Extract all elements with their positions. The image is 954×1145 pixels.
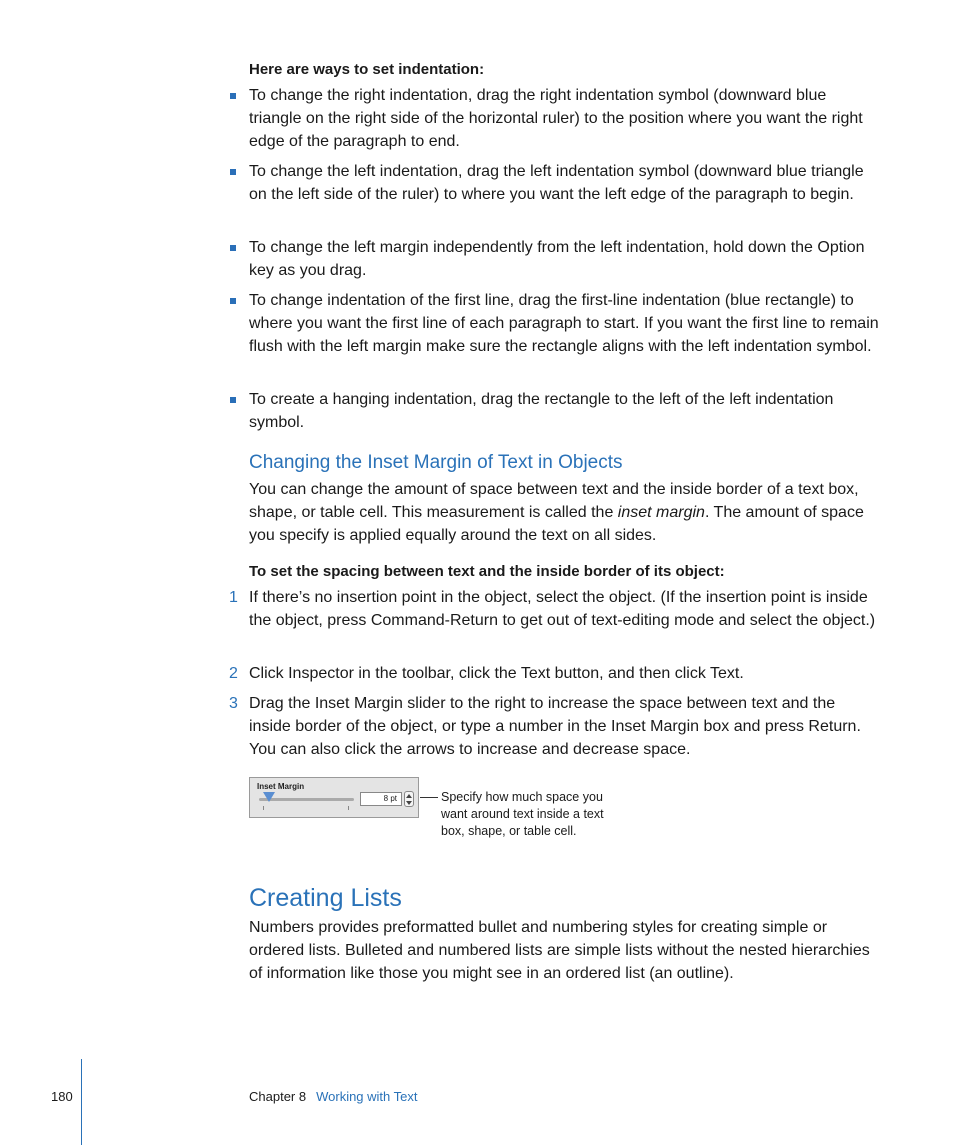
inset-margin-value-field: 8 pt (360, 792, 402, 806)
inset-margin-stepper (404, 791, 414, 807)
bullet-item (249, 84, 879, 153)
bullet-text: To create a hanging indentation, drag the rectangle to the left of the left indentation symbol. (249, 391, 834, 431)
section-paragraph (249, 478, 879, 547)
stepper-down-arrow-icon (406, 801, 412, 805)
step-text: If there’s no insertion point in the object, select the object. (If the insertion point is inside the object, press Command-Return to get out of text-editing mode and select the object.) (249, 589, 876, 629)
page-number: 180 (51, 1089, 73, 1104)
bullet-marker (230, 298, 236, 304)
inset-margin-label: Inset Margin (257, 782, 305, 791)
step-number: 3 (229, 695, 238, 712)
stepper-up-arrow-icon (406, 794, 412, 798)
bullet-marker (230, 169, 236, 175)
bullet-text: To change the left indentation, drag the left indentation symbol (downward blue triangle on the left side of the ruler) to where you want the left edge of the paragraph to begin. (249, 163, 864, 203)
creating-lists-heading: Creating Lists (249, 884, 402, 912)
step-text: Drag the Inset Margin slider to the right to increase the space between text and the inside border of the object, or type a number in the Inset Margin box and press Return. You can also click the arrows to increase and decrease space. (249, 695, 861, 758)
procedure-heading: To set the spacing between text and the inside border of its object: (249, 563, 725, 580)
bullet-item (249, 160, 879, 206)
slider-tick (263, 806, 264, 810)
bullet-marker (230, 397, 236, 403)
footer-rule (81, 1059, 82, 1145)
slider-tick (348, 806, 349, 810)
bullet-text: To change the right indentation, drag the right indentation symbol (downward blue triangle on the right side of the horizontal ruler) to the position where you want the right edge of the paragraph to end. (249, 87, 863, 150)
step-number: 2 (229, 665, 238, 682)
bullet-item (249, 289, 879, 358)
para-text-2: . The amount of space you specify is applied equally around the text on all sides. (249, 504, 864, 544)
step-item (229, 586, 879, 632)
inset-margin-slider-thumb (263, 792, 275, 802)
section-heading: Changing the Inset Margin of Text in Objects (249, 452, 623, 473)
para-text-1: You can change the amount of space between text and the inside border of a text box, shape, or table cell. This measurement is called the (249, 481, 859, 521)
bullet-marker (230, 93, 236, 99)
bullet-text: To change indentation of the first line, drag the first-line indentation (blue rectangle) to where you want the first line of each paragraph to start. If you want the first line to remain flush with the left margin make sure the rectangle aligns with the left indentation symbol. (249, 292, 879, 355)
callout-text: Specify how much space you want around text inside a text box, shape, or table cell. (441, 790, 604, 838)
bullet-item (249, 236, 879, 282)
creating-lists-paragraph: Numbers provides preformatted bullet and numbering styles for creating simple or ordered lists. Bulleted and numbered lists are simple lists without the nested hierarchies of information like those you might see in an ordered list (an outline). (249, 919, 870, 982)
chapter-label: Chapter 8 (249, 1089, 307, 1104)
step-item (229, 662, 879, 685)
chapter-title-link[interactable]: Working with Text (316, 1089, 418, 1104)
bullet-marker (230, 245, 236, 251)
callout-leader-line (420, 797, 438, 798)
bullet-text: To change the left margin independently from the left indentation, hold down the Option key as you drag. (249, 239, 865, 279)
step-item (229, 692, 879, 761)
inset-margin-control-image (249, 777, 419, 818)
step-text: Click Inspector in the toolbar, click the Text button, and then click Text. (249, 665, 744, 682)
chapter-footer (249, 1089, 418, 1104)
bullet-item (249, 388, 879, 434)
intro-heading: Here are ways to set indentation: (249, 61, 485, 78)
step-number: 1 (229, 589, 238, 606)
para-emphasis: inset margin (617, 504, 705, 521)
